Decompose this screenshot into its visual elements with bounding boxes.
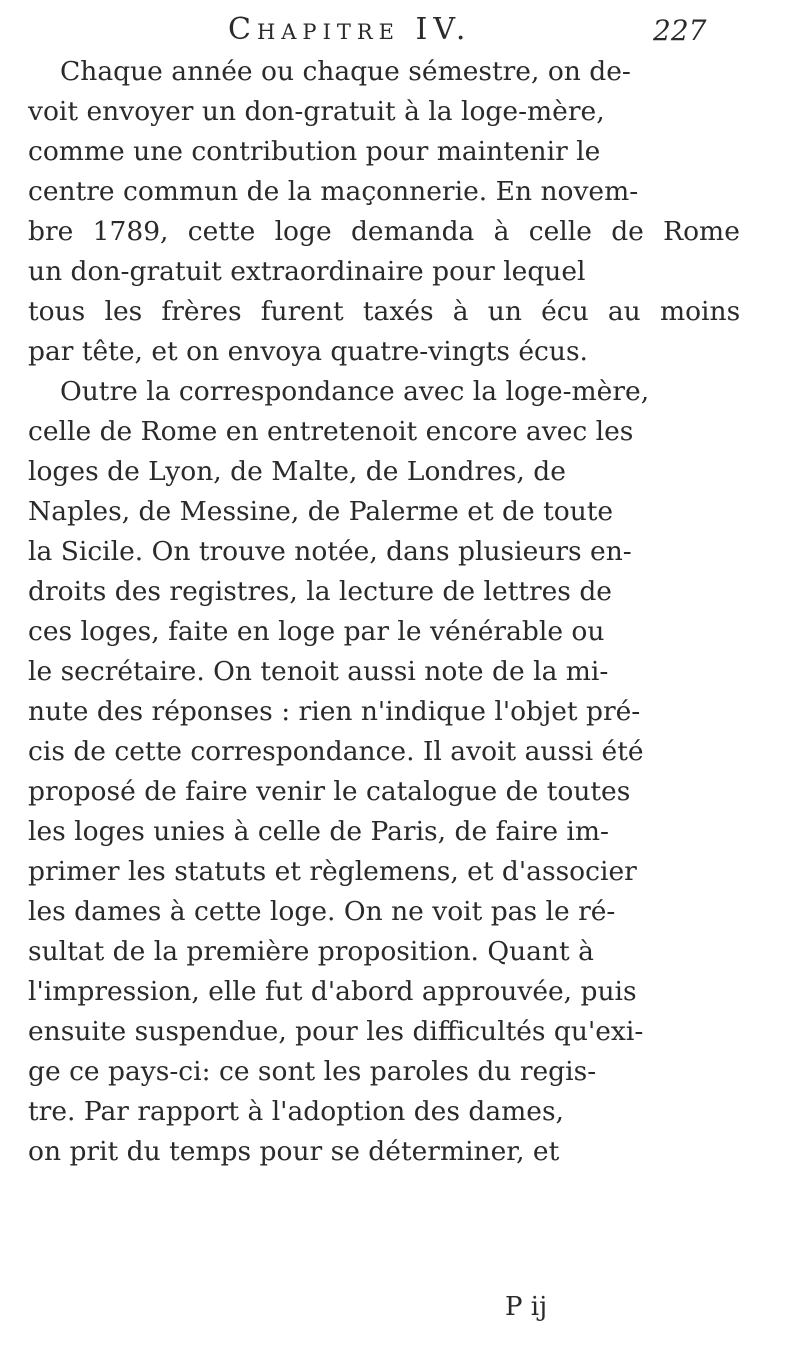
- text-line: on prit du temps pour se déterminer, et: [28, 1136, 560, 1167]
- signature-mark: P ij: [505, 1292, 548, 1322]
- text-line: ge ce pays-ci: ce sont les paroles du regis-: [28, 1056, 597, 1087]
- text-line: tre. Par rapport à l'adoption des dames,: [28, 1096, 564, 1127]
- text-line: sultat de la première proposition. Quant à: [28, 936, 594, 967]
- text-line: tous les frères furent taxés à un écu au moins: [28, 296, 741, 327]
- text-line: l'impression, elle fut d'abord approuvée, puis: [28, 976, 637, 1007]
- text-line: ensuite suspendue, pour les difficultés qu'exi-: [28, 1016, 644, 1047]
- text-line: bre 1789, cette loge demanda à celle de Rome: [28, 216, 740, 247]
- text-line: un don-gratuit extraordinaire pour lequel: [28, 256, 586, 287]
- text-line: loges de Lyon, de Malte, de Londres, de: [28, 456, 566, 487]
- text-line: les dames à cette loge. On ne voit pas le ré-: [28, 896, 616, 927]
- text-line: les loges unies à celle de Paris, de faire im-: [28, 816, 609, 847]
- page-number: 227: [653, 14, 707, 47]
- chapter-heading: Chapitre IV.: [228, 12, 472, 47]
- text-line: celle de Rome en entretenoit encore avec les: [28, 416, 634, 447]
- text-line: Chaque année ou chaque sémestre, on de-: [60, 56, 631, 87]
- text-line: la Sicile. On trouve notée, dans plusieurs en-: [28, 536, 632, 567]
- text-line: Naples, de Messine, de Palerme et de toute: [28, 496, 614, 527]
- text-line: droits des registres, la lecture de lettres de: [28, 576, 612, 607]
- text-line: Outre la correspondance avec la loge-mère,: [60, 376, 650, 407]
- text-line: centre commun de la maçonnerie. En novem-: [28, 176, 639, 207]
- text-line: comme une contribution pour maintenir le: [28, 136, 601, 167]
- text-line: cis de cette correspondance. Il avoit aussi été: [28, 736, 644, 767]
- text-line: nute des réponses : rien n'indique l'objet pré-: [28, 696, 641, 727]
- text-line: voit envoyer un don-gratuit à la loge-mère,: [28, 96, 605, 127]
- text-line: ces loges, faite en loge par le vénérable ou: [28, 616, 605, 647]
- text-line: par tête, et on envoya quatre-vingts écus.: [28, 336, 588, 367]
- text-line: proposé de faire venir le catalogue de toutes: [28, 776, 631, 807]
- running-header: [0, 12, 800, 52]
- text-line: primer les statuts et règlemens, et d'associer: [28, 856, 637, 887]
- text-line: le secrétaire. On tenoit aussi note de la mi-: [28, 656, 609, 687]
